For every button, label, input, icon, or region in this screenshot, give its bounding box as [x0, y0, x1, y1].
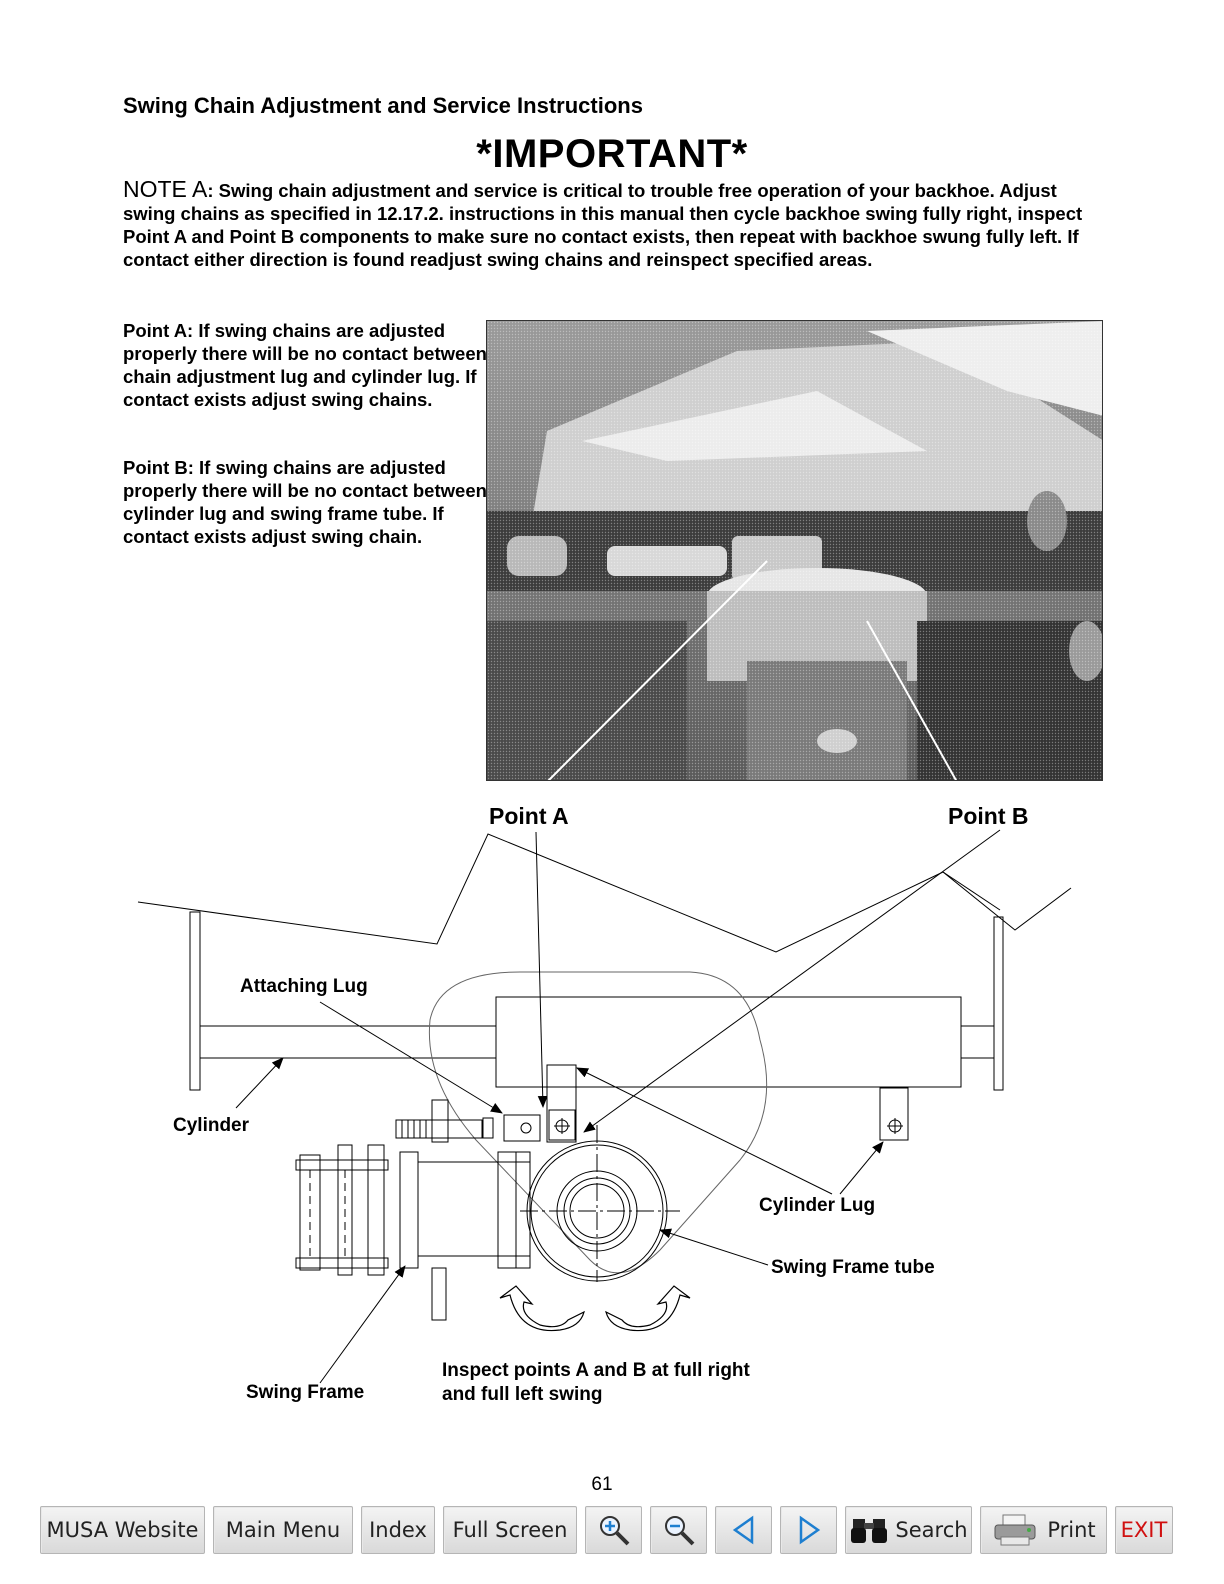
print-button[interactable]	[980, 1506, 1107, 1554]
index-label: Index	[369, 1518, 427, 1542]
swing-frame-tube-label: Swing Frame tube	[771, 1257, 935, 1278]
swing-frame-diagram	[0, 790, 1224, 1430]
page-number: 61	[591, 1474, 613, 1495]
diagram-drawing	[0, 790, 1224, 1430]
previous-page-icon	[731, 1515, 757, 1545]
previous-page-button[interactable]	[715, 1506, 772, 1554]
note-a	[123, 178, 1108, 271]
zoom-in-icon	[597, 1513, 631, 1547]
point-b-label: Point B	[948, 803, 1029, 829]
search-label: Search	[895, 1518, 968, 1542]
cylinder-lug-label: Cylinder Lug	[759, 1195, 876, 1216]
swing-frame-label: Swing Frame	[246, 1382, 365, 1403]
full-screen-button[interactable]	[443, 1506, 577, 1554]
exit-button[interactable]	[1115, 1506, 1173, 1554]
note-a-text: : Swing chain adjustment and service is critical to trouble free operation of your backhoe. Adjust swing chains as specified in 12.17.2. instructions in this manual then cycle backhoe swing fully right, inspect Point A and Point B components to make sure no contact exists, then repeat with backhoe swung fully left. If contact either direction is found readjust swing chains and reinspect specified areas.	[123, 180, 1083, 270]
search-button[interactable]	[845, 1506, 972, 1554]
main-menu-label: Main Menu	[225, 1518, 341, 1542]
backhoe-photo	[486, 320, 1103, 781]
cylinder-label: Cylinder	[173, 1115, 250, 1136]
index-button[interactable]	[361, 1506, 435, 1554]
zoom-out-icon	[662, 1513, 696, 1547]
zoom-in-button[interactable]	[585, 1506, 642, 1554]
binoculars-icon	[849, 1515, 889, 1545]
attaching-lug-label: Attaching Lug	[240, 976, 368, 997]
exit-label: EXIT	[1120, 1518, 1168, 1542]
point-a-label: Point A	[489, 803, 569, 829]
inspect-note-line2: and full left swing	[442, 1384, 603, 1405]
point-b-description: Point B: If swing chains are adjusted properly there will be no contact between cylinder lug and swing frame tube. If contact exists adjust swing chain.	[123, 457, 487, 547]
printer-icon	[991, 1513, 1039, 1547]
next-page-icon	[796, 1515, 822, 1545]
print-label: Print	[1047, 1518, 1096, 1542]
full-screen-label: Full Screen	[452, 1518, 568, 1542]
musa-website-label: MUSA Website	[46, 1518, 199, 1542]
main-menu-button[interactable]	[213, 1506, 353, 1554]
point-a-description: Point A: If swing chains are adjusted properly there will be no contact between chain adjustment lug and cylinder lug. If contact exists adjust swing chains.	[123, 320, 487, 410]
zoom-out-button[interactable]	[650, 1506, 707, 1554]
note-a-label: NOTE A	[123, 176, 208, 202]
important-banner: *IMPORTANT*	[476, 132, 748, 176]
inspect-note-line1: Inspect points A and B at full right	[442, 1360, 750, 1381]
page-heading: Swing Chain Adjustment and Service Instructions	[123, 93, 643, 118]
next-page-button[interactable]	[780, 1506, 837, 1554]
musa-website-button[interactable]	[40, 1506, 205, 1554]
